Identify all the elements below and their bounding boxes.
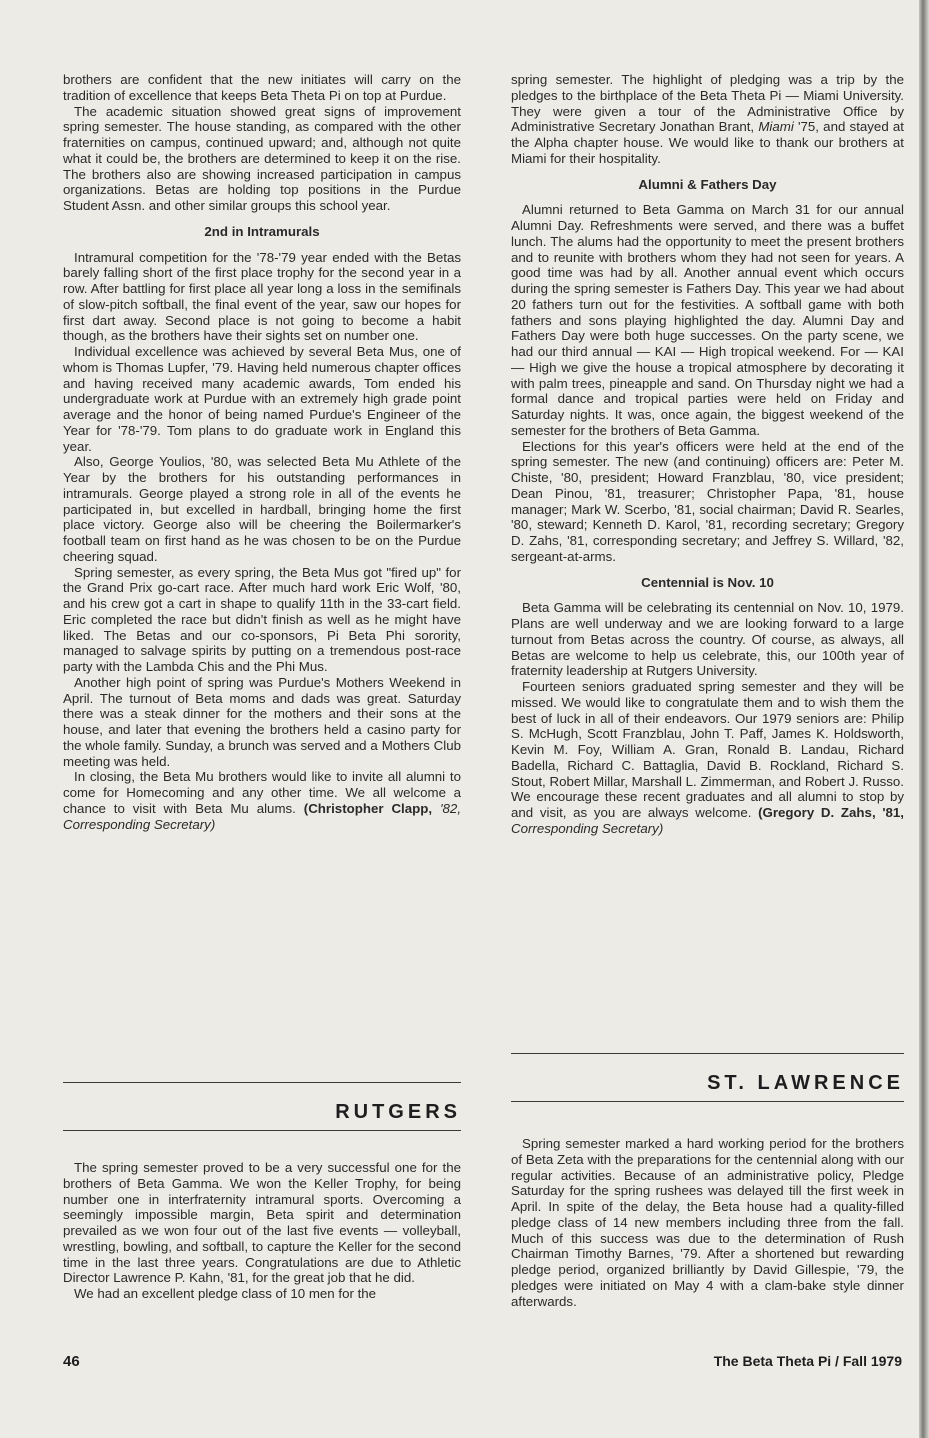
scan-edge: [919, 0, 929, 1438]
paragraph: Another high point of spring was Purdue's Mothers Weekend in April. The turnout of Beta moms and dads was great. Saturday there was a steak dinner for the mothers and their sons at the house, and later that evening the brothers held a casino party for the whole family. Sunday, a brunch was served and a Mothers Club meeting was held.: [63, 674, 461, 769]
closing-text: In closing, the Beta Mu brothers would like to invite all alumni to come for Homecoming and any other time. We all welcome a chance to visit with Beta Mu alums.: [63, 769, 461, 816]
paragraph: Alumni returned to Beta Gamma on March 31 for our annual Alumni Day. Refreshments were served, and there was a buffet lunch. The alums had the opportunity to meet the present brothers and to reunite with brothers whom they had not seen for years. A good time was had by all. Another annual event which occurs during the spring semester is Fathers Day. This year we had about 20 fathers turn out for the festivities. A softball game with both fathers and sons playing highlighted the day. Alumni Day and Fathers Day were both huge successes. On the party scene, we had our third annual — KAI — High tropical weekend. For — KAI — High we give the house a tropical atmosphere by decorating it with palm trees, pineapple and sand. On Thursday night we had a formal dance and tropical parties were held on Friday and Saturday nights. It was, once again, the biggest weekend of the semester for the brothers of Beta Gamma.: [511, 202, 904, 438]
paragraph: [511, 72, 904, 167]
paragraph-text: spring semester. The highlight of pledging was a trip by the pledges to the birthplace of the Beta Theta Pi — Miami University. They were given a tour of the Administrative Office by Administrative Secretary Jonathan Brant,: [511, 72, 904, 135]
subheading-centennial: Centennial is Nov. 10: [641, 574, 774, 590]
signature-year: '81,: [875, 805, 904, 820]
paragraph: We had an excellent pledge class of 10 men for the: [74, 1286, 377, 1301]
right-column: [511, 72, 904, 837]
paragraph: Also, George Youlios, '80, was selected Beta Mu Athlete of the Year by the brothers for his outstanding performances in intramurals. George played a strong role in all of the events he participated in, but excelled in hardball, bringing home the first place victory. George also will be cheering the Boilermarker's football team on first hand as he was chosen to be on the Purdue cheering squad.: [63, 454, 461, 564]
rule: [511, 1053, 904, 1054]
paragraph: Intramural competition for the '78-'79 year ended with the Betas barely falling short of the first place trophy for the second year in a row. After battling for first place all year long a loss in the semifinals of slow-pitch softball, the final event of the year, saw our hopes for first dart away. Second place is not going to become a habit though, as the brothers have their sights set on number one.: [63, 249, 461, 344]
paragraph: Spring semester, as every spring, the Beta Mus got "fired up" for the Grand Prix go-cart race. After much hard work Eric Wolf, '80, and his crew got a cart in shape to qualify 11th in the 33-cart field. Eric completed the race but didn't finish as well as he might have liked. The Betas and our co-sponsors, Pi Beta Phi sorority, managed to salvage spirits by putting on a tremendous post-race party with the Lambda Chis and the Phi Mus.: [63, 564, 461, 674]
section-title-rutgers: RUTGERS: [335, 1101, 461, 1123]
rutgers-body: [63, 1160, 461, 1302]
st-lawrence-section-header: [511, 1053, 904, 1119]
page-number: 46: [63, 1353, 80, 1370]
signature-role: '82, Corresponding Secretary): [63, 800, 462, 832]
paragraph-text: Fourteen seniors graduated spring semester and they will be missed. We would like to congratulate them and to wish them the best of luck in all of their endeavors. Our 1979 seniors are: Philip S. McHugh, Scott Franzblau, John T. Paff, James K. Holdsworth, Kevin M. Foy, William A. Gran, Ronald B. Landau, Richard Badella, Richard C. Battaglia, David B. Rockland, Richard S. Stout, Robert Millar, Marshall L. Zimmerman, and Robert J. Russo. We encourage these recent graduates and all alumni to stop by and visit, as you are always welcome.: [511, 679, 904, 820]
rule: [63, 1082, 461, 1083]
paragraph: brothers are confident that the new initiates will carry on the tradition of excellence that keeps Beta Theta Pi on top at Purdue.: [63, 72, 461, 103]
signature-name: (Gregory D. Zahs,: [758, 805, 876, 820]
subheading-intramurals: 2nd in Intramurals: [204, 223, 320, 239]
section-title-st-lawrence: ST. LAWRENCE: [707, 1072, 904, 1094]
closing-paragraph: [63, 769, 461, 832]
signature-name: (Christopher Clapp,: [303, 800, 433, 816]
paragraph-text: '75, and stayed at the Alpha chapter house. We would like to thank our brothers at Miami for their hospitality.: [511, 119, 904, 166]
rutgers-section-header: [63, 1082, 461, 1148]
left-column: [63, 72, 461, 832]
italic-text: Miami: [758, 119, 794, 135]
signature-role: Corresponding Secretary): [511, 820, 664, 836]
paragraph: Beta Gamma will be celebrating its centennial on Nov. 10, 1979. Plans are well underway and we are looking forward to a large turnout from Betas across the country. Of course, as always, all Betas are welcome to help us celebrate, this, our 100th year of fraternity leadership at Rutgers University.: [511, 600, 904, 679]
rule: [63, 1130, 461, 1131]
paragraph: [511, 679, 904, 837]
publication-footer: The Beta Theta Pi / Fall 1979: [713, 1353, 902, 1369]
paragraph: The academic situation showed great signs of improvement spring semester. The house standing, as compared with the other fraternities on campus, continued upward; and, although not quite what it could be, the brothers are determined to keep it on the rise. The brothers also are showing increased participation in campus organizations. Betas are holding top positions in the Purdue Student Assn. and other similar groups this school year.: [63, 103, 461, 213]
paragraph: Individual excellence was achieved by several Beta Mus, one of whom is Thomas Lupfer, '79. Having held numerous chapter offices and having received many academic awards, Tom ended his undergraduate work at Purdue with an extremely high grade point average and the honor of being named Purdue's Engineer of the Year for '78-'79. Tom plans to do graduate work in England this year.: [63, 344, 461, 454]
paragraph: Elections for this year's officers were held at the end of the spring semester. The new (and continuing) officers are: Peter M. Chiste, '80, president; Howard Franzblau, '80, vice president; Dean Pinou, '81, treasurer; Christopher Papa, '81, house manager; Mark W. Scerbo, '81, social chairman; David R. Searles, '80, steward; Kenneth D. Karol, '81, recording secretary; Gregory D. Zahs, '81, corresponding secretary; and Jeffrey S. Willard, '82, sergeant-at-arms.: [511, 438, 904, 564]
paragraph: The spring semester proved to be a very successful one for the brothers of Beta Gamma. We won the Keller Trophy, for being number one in interfraternity intramural sports. Overcoming a seemingly impossible margin, Beta spirit and determination prevailed as we won four out of the last five events — volleyball, wrestling, bowling, and softball, to capture the Keller for the second time in the last three years. Congratulations are due to Athletic Director Lawrence P. Kahn, '81, for the great job that he did.: [63, 1160, 461, 1286]
subheading-alumni: Alumni & Fathers Day: [638, 176, 777, 192]
st-lawrence-body: [511, 1136, 904, 1309]
paragraph: Spring semester marked a hard working period for the brothers of Beta Zeta with the preparations for the centennial along with our regular activities. Because of an administrative policy, Pledge Saturday for the spring rushees was delayed till the first week in April. In spite of the delay, the Beta house had a quality-filled pledge class of 14 new members including three from the fall. Much of this success was due to the determination of Rush Chairman Timothy Barnes, '79. After a shortened but rewarding pledge period, organized brilliantly by David Gillespie, '79, the pledges were initiated on May 4 with a clam-bake style dinner afterwards.: [511, 1136, 904, 1309]
rule: [511, 1101, 904, 1102]
